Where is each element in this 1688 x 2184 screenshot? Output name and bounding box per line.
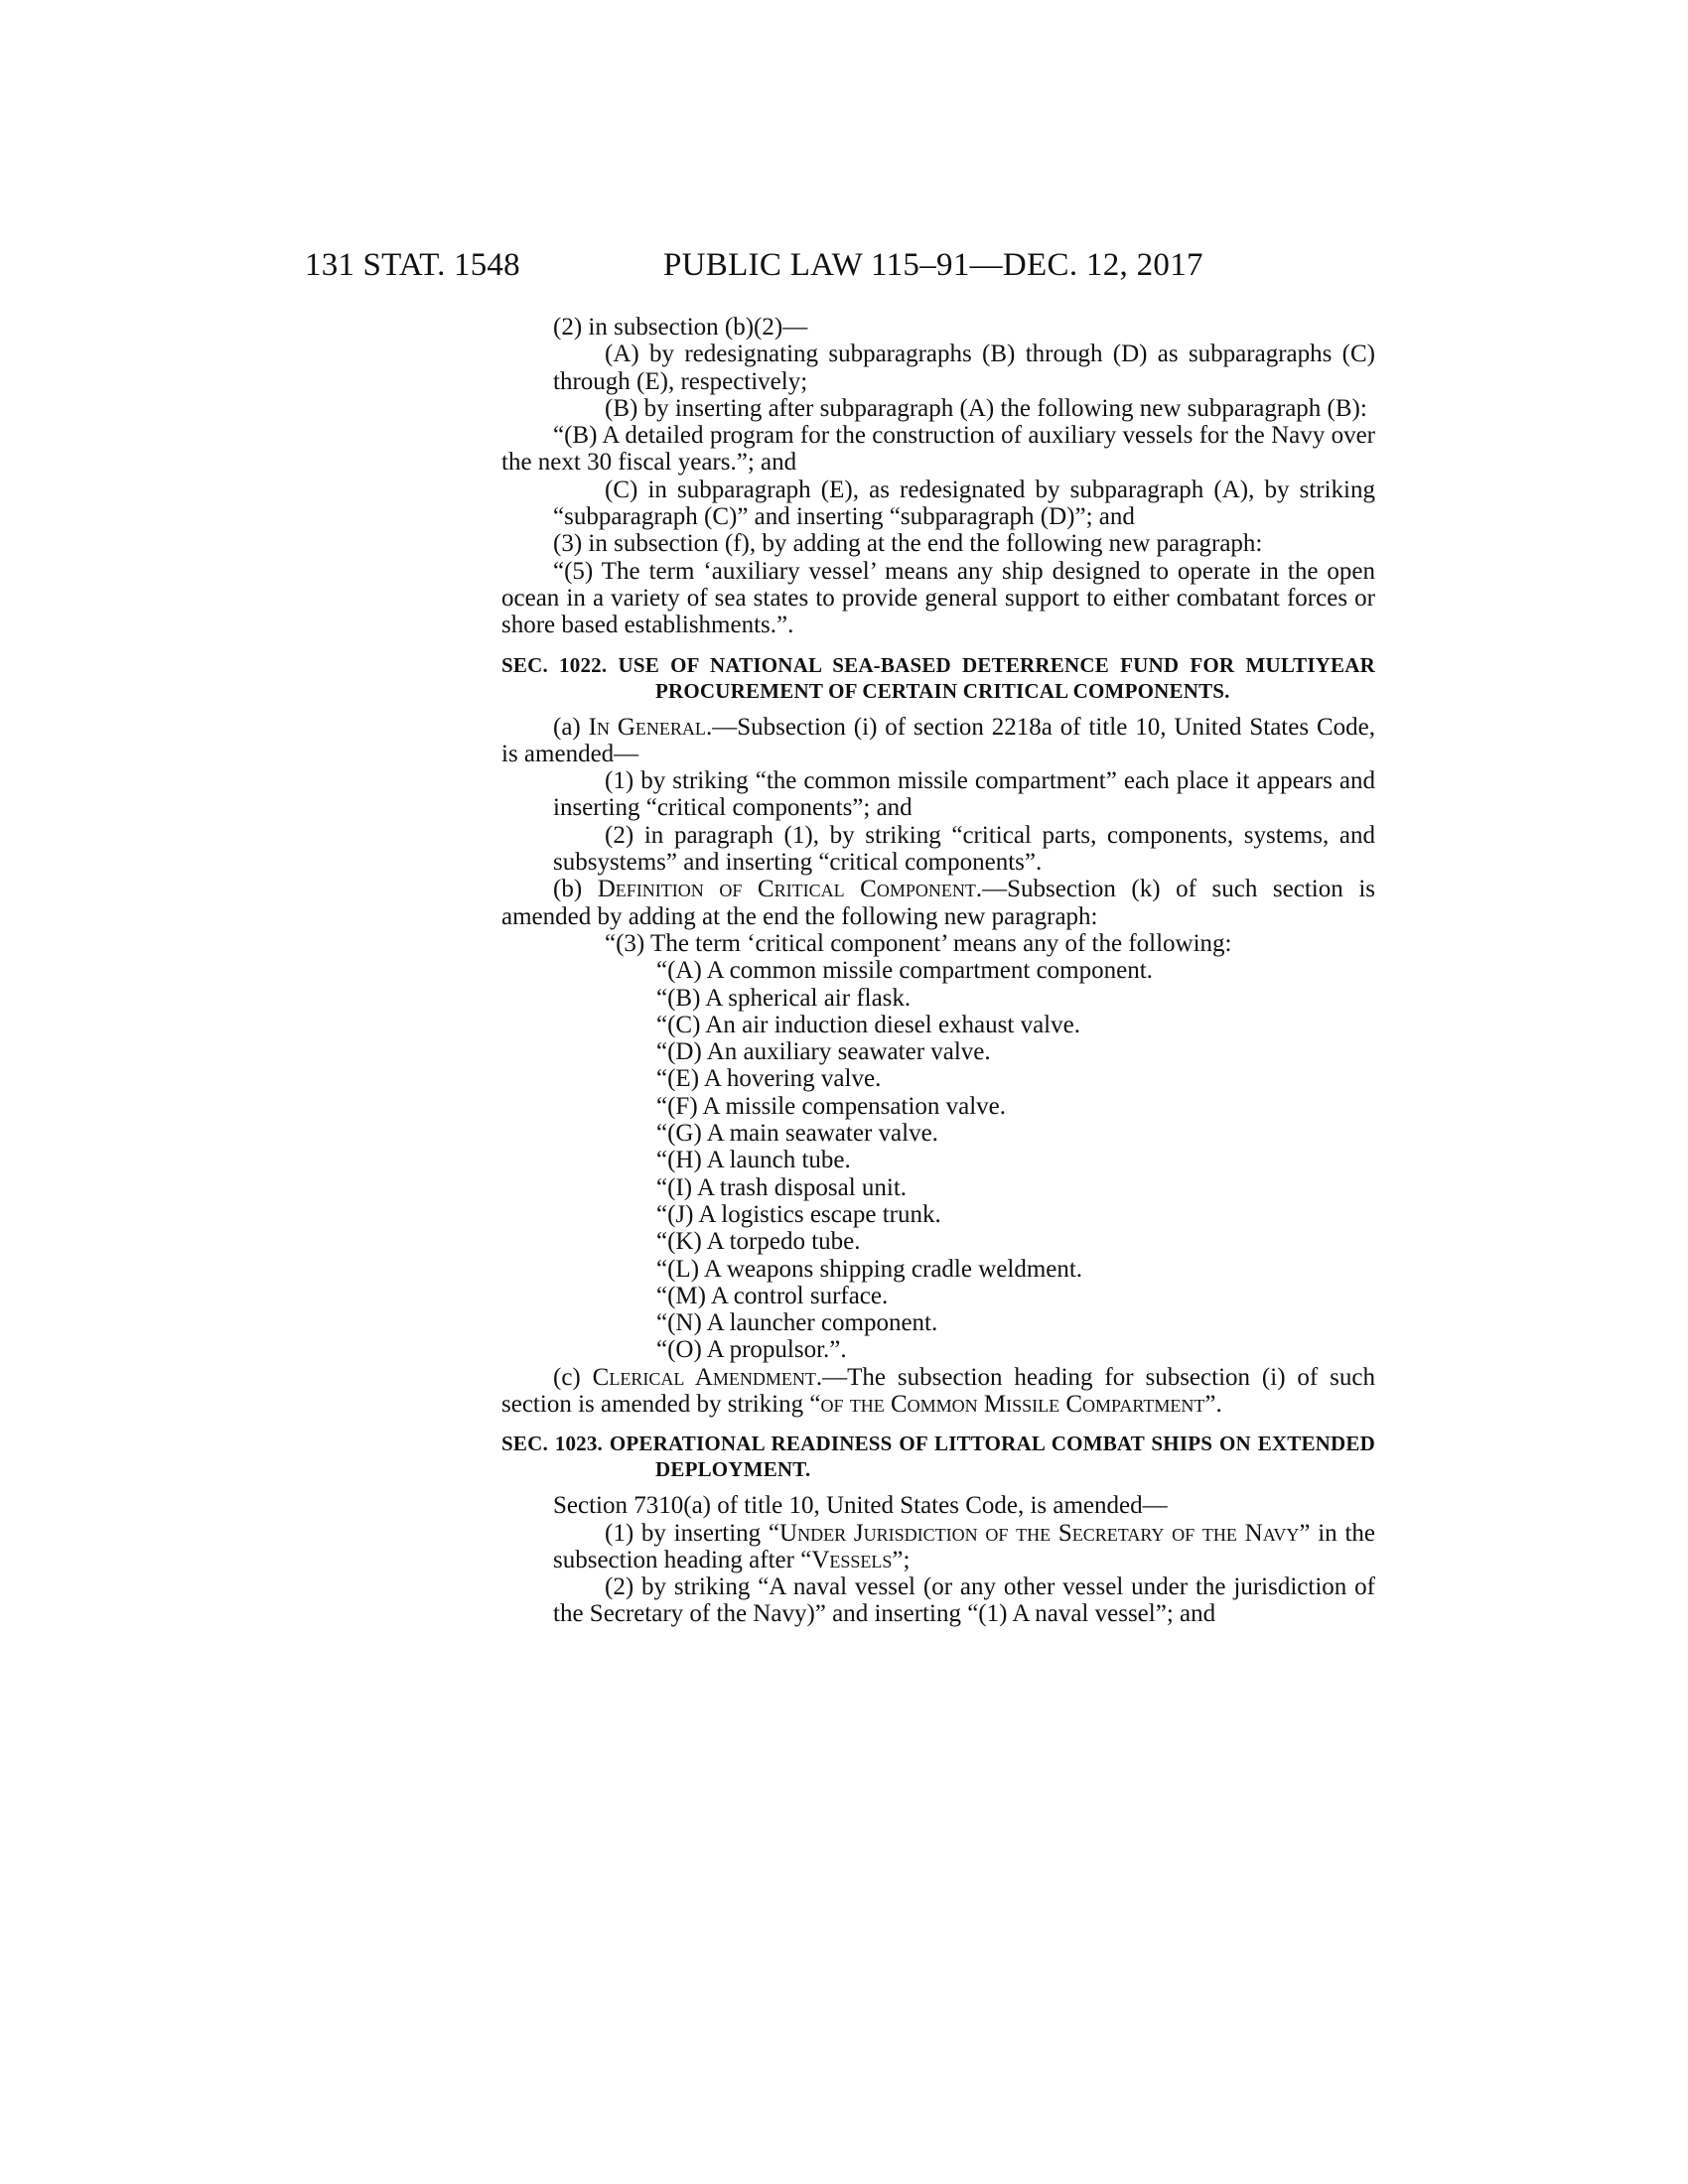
list-item: “(K) A torpedo tube. xyxy=(656,1228,861,1256)
quoted-paragraph: “(5) The term ‘auxiliary vessel’ means any ship designed to operate in the open ocean in a variety of sea states to provide general support to either combatant forces or shore based establishments.”. xyxy=(501,557,1375,639)
list-item: “(D) An auxiliary seawater valve. xyxy=(656,1038,991,1066)
list-item: “(A) A common missile compartment component. xyxy=(656,957,1153,985)
text-run: (1) by inserting “ xyxy=(605,1519,780,1547)
text-run: ” in the subsection heading after “ xyxy=(553,1519,1375,1573)
subsection-text-end: ”. xyxy=(1204,1390,1222,1418)
subsection-label: (c) xyxy=(553,1363,593,1391)
subsection-heading: Definition of Critical Component xyxy=(597,876,976,903)
struck-heading: of the Common Missile Compartment xyxy=(820,1390,1205,1418)
paragraph: (2) in paragraph (1), by striking “critical parts, components, systems, and subsystems” and inserting “critical components”. xyxy=(553,821,1375,877)
subsection-heading: In General xyxy=(588,713,706,741)
list-item: “(I) A trash disposal unit. xyxy=(656,1173,908,1201)
subsection-b xyxy=(501,876,1375,930)
paragraph: (1) by striking “the common missile compartment” each place it appears and inserting “critical components”; and xyxy=(553,767,1375,822)
inserted-heading: Under Jurisdiction of the Secretary of the Navy xyxy=(779,1519,1300,1547)
subsection-a xyxy=(501,714,1375,768)
paragraph xyxy=(501,1520,1375,1574)
list-item: “(G) A main seawater valve. xyxy=(656,1120,938,1148)
paragraph: Section 7310(a) of title 10, United States Code, is amended— xyxy=(553,1492,1168,1520)
paragraph: (3) in subsection (f), by adding at the end the following new paragraph: xyxy=(553,530,1263,558)
paragraph: (B) by inserting after subparagraph (A) the following new subparagraph (B): xyxy=(605,394,1367,422)
body-text xyxy=(501,314,1375,1628)
list-item: “(M) A control surface. xyxy=(656,1282,889,1309)
list-item: “(C) An air induction diesel exhaust valve. xyxy=(656,1011,1080,1038)
running-header: PUBLIC LAW 115–91—DEC. 12, 2017 xyxy=(663,247,1203,283)
subsection-heading: Clerical Amendment xyxy=(592,1363,816,1391)
quoted-paragraph: “(B) A detailed program for the construction of auxiliary vessels for the Navy over the next 30 fiscal years.”; and xyxy=(501,422,1375,477)
subsection-c xyxy=(501,1364,1375,1419)
list-item: “(H) A launch tube. xyxy=(656,1147,851,1174)
section-heading-1022: SEC. 1022. USE OF NATIONAL SEA-BASED DETERRENCE FUND FOR MULTIYEAR PROCUREMENT OF CERTAIN CRITICAL COMPONENTS. xyxy=(501,652,1375,703)
paragraph: (A) by redesignating subparagraphs (B) through (D) as subparagraphs (C) through (E), respectively; xyxy=(553,341,1375,395)
subsection-label: (a) xyxy=(553,713,589,741)
paragraph: (C) in subparagraph (E), as redesignated by subparagraph (A), by striking “subparagraph (C)” and inserting “subparagraph (D)”; and xyxy=(553,476,1375,531)
heading-reference: Vessels xyxy=(811,1546,893,1573)
list-item: “(E) A hovering valve. xyxy=(656,1065,882,1093)
subsection-text: .—The subsection heading for subsection (i) of such section is amended by striking “ xyxy=(501,1363,1375,1418)
component-list xyxy=(501,957,1375,1363)
list-item: “(O) A propulsor.”. xyxy=(656,1336,847,1364)
list-item: “(L) A weapons shipping cradle weldment. xyxy=(656,1255,1083,1283)
subsection-text: .—Subsection (i) of section 2218a of title 10, United States Code, is amended— xyxy=(501,713,1375,767)
subsection-text: .—Subsection (k) of such section is amended by adding at the end the following new paragraph: xyxy=(501,876,1375,930)
paragraph: (2) by striking “A naval vessel (or any other vessel under the jurisdiction of the Secretary of the Navy)” and inserting “(1) A naval vessel”; and xyxy=(553,1573,1375,1628)
text-run: ”; xyxy=(892,1546,911,1573)
quoted-paragraph: “(3) The term ‘critical component’ means any of the following: xyxy=(605,929,1232,957)
list-item: “(J) A logistics escape trunk. xyxy=(656,1200,941,1228)
section-heading-1023: SEC. 1023. OPERATIONAL READINESS OF LITTORAL COMBAT SHIPS ON EXTENDED DEPLOYMENT. xyxy=(501,1432,1375,1482)
paragraph: (2) in subsection (b)(2)— xyxy=(553,314,808,341)
page-citation: 131 STAT. 1548 xyxy=(305,247,520,283)
list-item: “(B) A spherical air flask. xyxy=(656,984,912,1012)
subsection-label: (b) xyxy=(553,876,598,903)
list-item: “(N) A launcher component. xyxy=(656,1309,938,1337)
list-item: “(F) A missile compensation valve. xyxy=(656,1092,1007,1120)
